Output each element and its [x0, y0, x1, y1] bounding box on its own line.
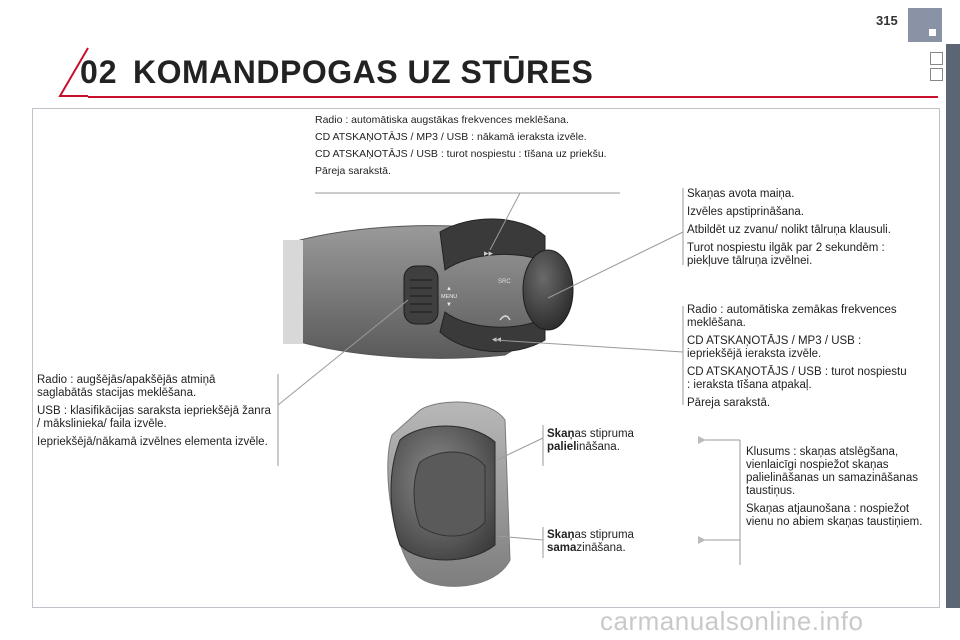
menu-label: MENU — [441, 294, 458, 300]
rt-line-4: Turot nospiestu ilgāk par 2 sekundēm : piekļuve tālruņa izvēlnei. — [687, 242, 885, 267]
svg-text:▲: ▲ — [446, 286, 452, 292]
left-line-1: Radio : augšējās/apakšējās atmiņā saglabātās stacijas meklēšana. — [37, 374, 216, 399]
page-title: KOMANDPOGAS UZ STŪRES — [133, 54, 594, 90]
top-function-block — [315, 114, 635, 182]
page-number: 315 — [876, 13, 898, 28]
scroll-wheel — [404, 266, 438, 324]
top-line-1: Radio : automātiska augstākas frekvences meklēšana. — [315, 114, 569, 126]
rt-line-3: Atbildēt uz zvanu/ nolikt tālruņa klausuli. — [687, 224, 891, 236]
left-line-3: Iepriekšējā/nākamā izvēlnes elementa izvēle. — [37, 436, 268, 448]
watermark: carmanualsonline.info — [600, 606, 864, 636]
rm-line-2: CD ATSKAŅOTĀJS / MP3 / USB : iepriekšējā ieraksta izvēle. — [687, 335, 862, 360]
rm-line-3: CD ATSKAŅOTĀJS / USB : turot nospiestu : ieraksta tīšana atpakaļ. — [687, 366, 907, 391]
svg-text:◂◂: ◂◂ — [492, 334, 502, 344]
volume-down-label: Skaņas stipruma samazināšana. — [547, 529, 634, 554]
right-bottom-block — [746, 446, 928, 534]
src-label: SRC — [498, 279, 511, 285]
rb-line-2: Skaņas atjaunošana : nospiežot vienu no abiem skaņas taustiņiem. — [746, 503, 923, 528]
stalk-base — [283, 240, 303, 344]
left-block — [37, 374, 272, 454]
rm-line-1: Radio : automātiska zemākas frekvences meklēšana. — [687, 304, 897, 329]
rb-line-1: Klusums : skaņas atslēgšana, vienlaicīgi nospiežot skaņas palielināšanas un samazināšanas taustiņus. — [746, 446, 918, 497]
right-top-block — [687, 188, 927, 273]
rm-line-4: Pāreja sarakstā. — [687, 397, 771, 409]
left-line-2: USB : klasifikācijas saraksta iepriekšējā žanra / mākslinieka/ faila izvēle. — [37, 405, 271, 430]
svg-text:▸▸: ▸▸ — [484, 248, 494, 258]
right-mid-block — [687, 304, 907, 415]
volume-up-label: Skaņas stipruma palielināšana. — [547, 428, 634, 453]
top-line-2: CD ATSKAŅOTĀJS / MP3 / USB : nākamā ieraksta izvēle. — [315, 131, 587, 143]
chapter-number: 02 — [80, 54, 118, 90]
top-line-3: CD ATSKAŅOTĀJS / USB : turot nospiestu : tīšana uz priekšu. — [315, 148, 607, 160]
rt-line-1: Skaņas avota maiņa. — [687, 188, 795, 200]
top-line-4: Pāreja sarakstā. — [315, 165, 391, 177]
svg-text:▼: ▼ — [446, 302, 452, 308]
rt-line-2: Izvēles apstiprināšana. — [687, 206, 804, 218]
